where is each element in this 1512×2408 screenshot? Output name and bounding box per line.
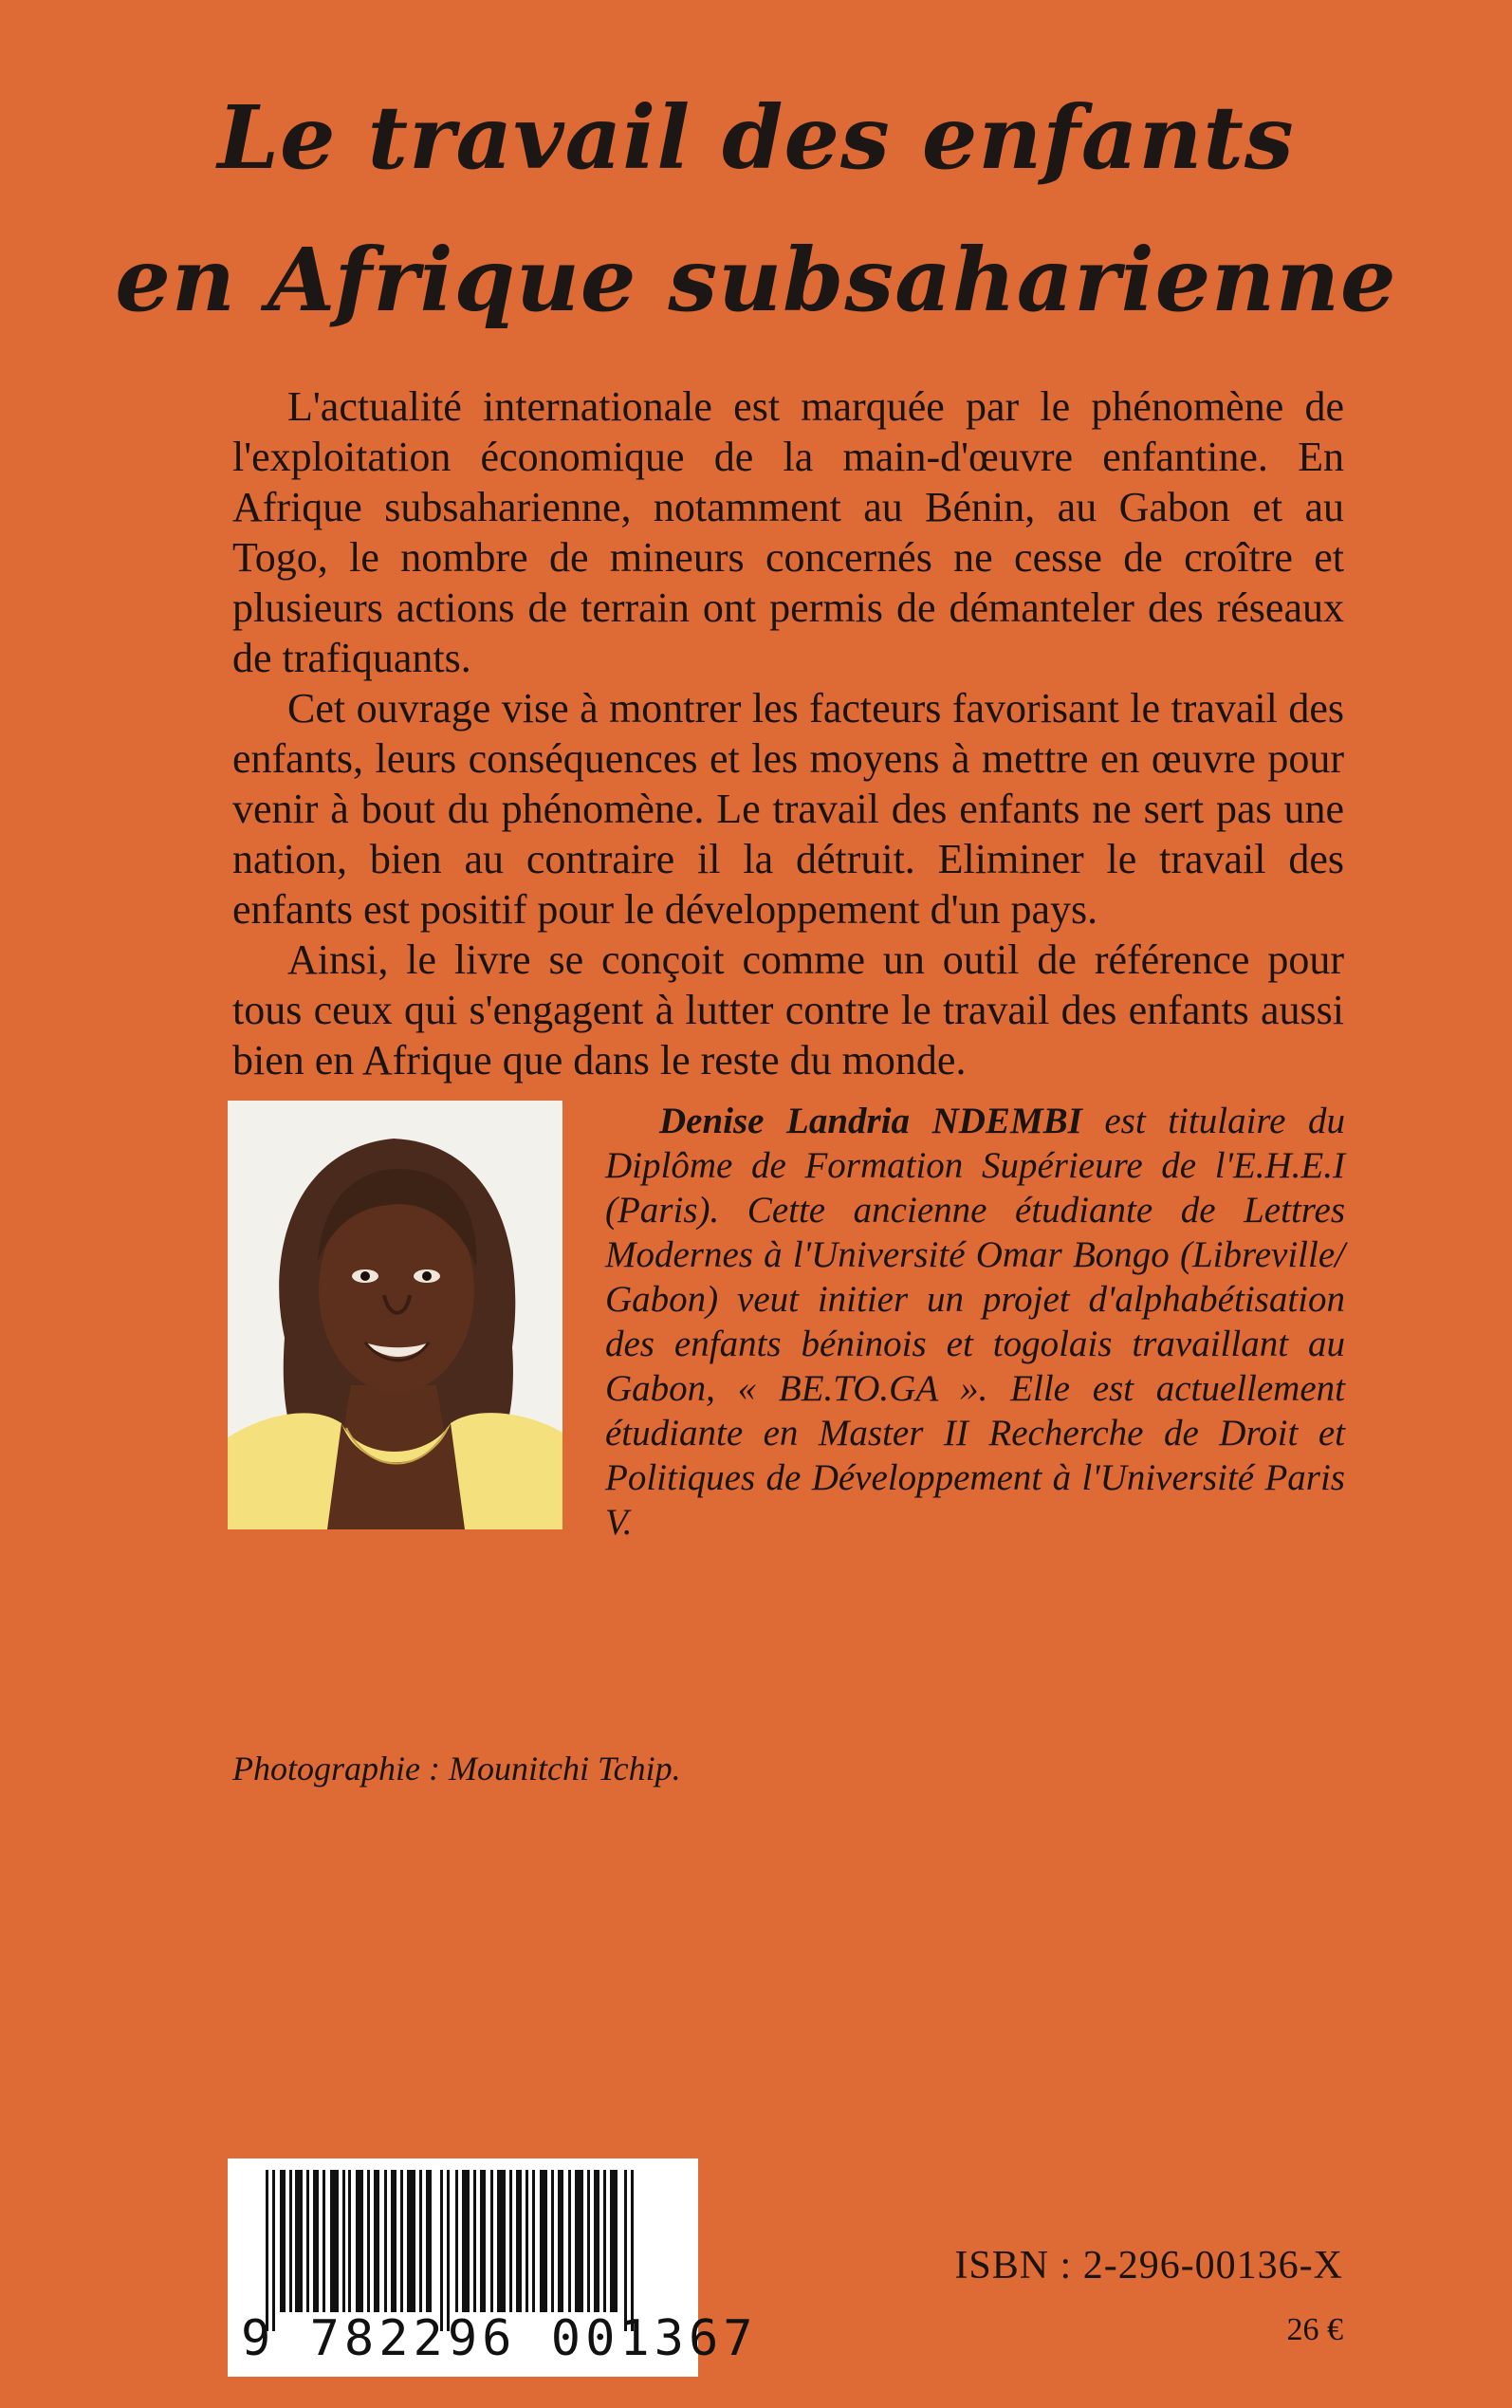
author-bio-text: est titulaire du Diplôme de Formation Supérieure de l'E.H.E.I (Paris). Cette ancienne étudiante de Lettres Modernes à l'Université Omar Bongo (Libreville/ Gabon) veut initier un projet d'alphabétisation des enfants béninois et togolais travaillant au Gabon, « BE.TO.GA ». Elle est actuellement étudiante en Master II Recherche de Droit et Politiques de Développement à l'Université Paris V. <box>605 1101 1345 1543</box>
book-title-line-2: en Afrique subsaharienne <box>115 229 1397 331</box>
author-name: Denise Landria NDEMBI <box>659 1101 1082 1141</box>
book-title-line-1: Le travail des enfants <box>217 86 1295 189</box>
author-bio <box>605 1099 1345 1545</box>
author-photo <box>228 1101 562 1529</box>
photo-credit: Photographie : Mounitchi Tchip. <box>232 1750 681 1787</box>
back-cover-summary <box>232 381 1344 1085</box>
isbn: ISBN : 2-296-00136-X <box>954 2244 1343 2288</box>
summary-paragraph-1: L'actualité internationale est marquée par le phénomène de l'exploitation économique de la main-d'œuvre enfantine. En Afrique subsaharienne, notamment au Bénin, au Gabon et au Togo, le nombre de mineurs concernés ne cesse de croître et plusieurs actions de terrain ont permis de démanteler des réseaux de trafiquants. <box>232 383 1344 681</box>
summary-paragraph-3: Ainsi, le livre se conçoit comme un outil de référence pour tous ceux qui s'engagent à lutter contre le travail des enfants aussi bien en Afrique que dans le reste du monde. <box>232 936 1344 1084</box>
barcode <box>228 2158 758 2377</box>
book-title <box>0 66 1512 351</box>
price: 26 € <box>1286 2312 1343 2347</box>
summary-paragraph-2: Cet ouvrage vise à montrer les facteurs favorisant le travail des enfants, leurs conséquences et les moyens à mettre en œuvre pour venir à bout du phénomène. Le travail des enfants ne sert pas une nation, bien au contraire il la détruit. Eliminer le travail des enfants est positif pour le développement d'un pays. <box>232 685 1344 933</box>
barcode-digits: 9 782296 001367 <box>241 2310 758 2367</box>
